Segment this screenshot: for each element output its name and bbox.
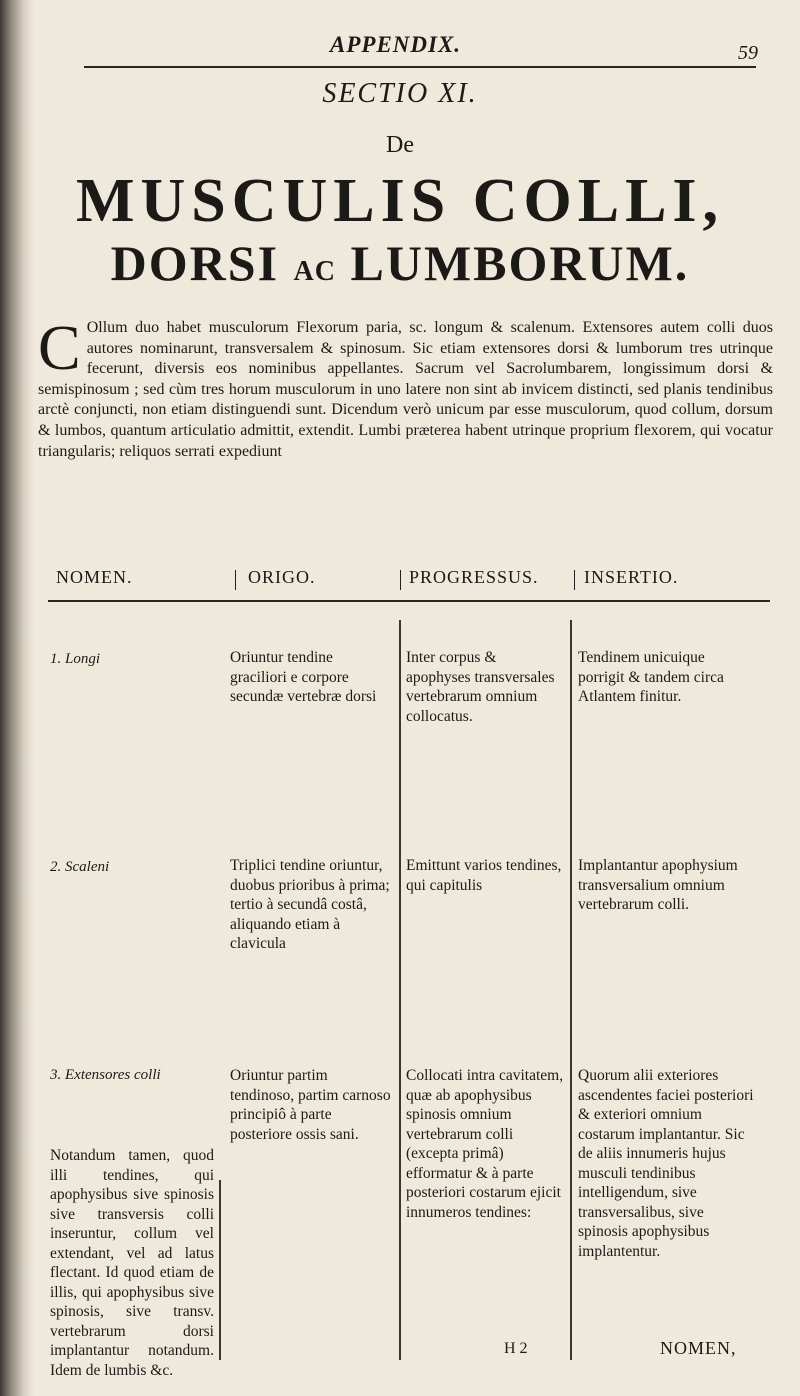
row1-origo: Oriuntur tendine graciliori e corpore secundæ vertebræ dorsi <box>230 649 377 705</box>
signature-mark: H 2 <box>504 1340 528 1357</box>
table-header-row <box>48 567 778 597</box>
header-separator <box>400 570 401 590</box>
row1-insertio: Tendinem unicuique porrigit & tandem circa Atlantem finitur. <box>578 649 724 705</box>
row3-origo: Oriuntur partim tendinoso, partim carnoso principiô à parte posteriore ossis sani. <box>230 1067 391 1143</box>
row2-progressus: Emittunt varios tendines, qui capitulis <box>406 857 562 894</box>
catchword: NOMEN, <box>660 1338 737 1358</box>
row2-insertio: Implantantur apophysium transversalium omnium vertebrarum colli. <box>578 857 738 913</box>
header-insertio: INSERTIO. <box>584 567 679 587</box>
row3-insertio: Quorum alii exteriores ascendentes faciei posteriori & exteriori omnium costarum implantantur. Sic de aliis innumeris hujus musculi tendinibus intelligendum, sive transversalibus, sive spinosis apophysibus implantentur. <box>578 1067 754 1260</box>
drop-capital: C <box>38 312 81 383</box>
header-separator <box>235 570 236 590</box>
header-separator <box>574 570 575 590</box>
title-line-1: MUSCULIS COLLI, <box>75 167 725 235</box>
title-line-2 <box>0 234 800 292</box>
section-title: SECTIO XI. <box>322 78 478 109</box>
header-progressus: PROGRESSUS. <box>409 567 539 587</box>
title-word-ac: AC <box>293 256 336 287</box>
running-title: APPENDIX. <box>330 32 462 57</box>
table-header-rule <box>48 600 770 602</box>
column-rule <box>219 1180 221 1360</box>
row3-nomen: 3. Extensores colli <box>50 1067 161 1083</box>
header-nomen: NOMEN. <box>56 567 133 587</box>
title-word-dorsi: DORSI <box>110 235 280 291</box>
row1-nomen: 1. Longi <box>50 651 101 667</box>
column-rule <box>570 620 572 1360</box>
title-word-lumborum: LUMBORUM. <box>350 235 690 291</box>
header-origo: ORIGO. <box>248 567 316 587</box>
note-paragraph: Notandum tamen, quod illi tendines, qui apophysibus sive spinosis sive transversis colli inseruntur, collum vel extendant, vel ad latus flectant. Id quod etiam de illis, qui apophysibus sive spinosis, sive transv. vertebrarum dorsi implantantur notandum. Idem de lumbis &c. <box>50 1147 214 1379</box>
page-number: 59 <box>738 42 758 64</box>
column-rule <box>399 620 401 1360</box>
intro-text: Ollum duo habet musculorum Flexorum paria, sc. longum & scalenum. Extensores autem colli duos autores nominarunt, transversalem & spinosum. Sic etiam extensores dorsi & lumborum tres utrinque fecerunt, diversis eos nominibus appellantes. Sacrum vel Sacrolumbarem, longissimum dorsi & semispinosum ; sed cùm tres horum musculorum in uno latere non sint ab invicem distincti, sed planis tendinibus arctè conjuncti, non etiam distinguendi sunt. Dicendum verò unicum par esse musculorum, quod collum, dorsum & lumbos, quantum articulatio admittit, extendit. Lumbi præterea habent utrinque proprium flexorem, qui vocatur triangularis; reliquos serrati expediunt <box>38 319 773 460</box>
running-head <box>0 32 800 62</box>
row2-nomen: 2. Scaleni <box>50 859 110 875</box>
row1-progressus: Inter corpus & apophyses transversales vertebrarum omnium collocatus. <box>406 649 555 725</box>
intro-paragraph <box>38 312 773 462</box>
row3-progressus: Collocati intra cavitatem, quæ ab apophysibus spinosis omnium vertebrarum colli (excepta primâ) efformatur & à parte posteriori costarum ejicit innumeros tendines: <box>406 1067 564 1221</box>
header-rule <box>84 66 756 68</box>
row2-origo: Triplici tendine oriuntur, duobus prioribus à prima; tertio à secundâ costâ, aliquando etiam à clavicula <box>230 857 390 952</box>
title-preposition: De <box>386 132 414 158</box>
